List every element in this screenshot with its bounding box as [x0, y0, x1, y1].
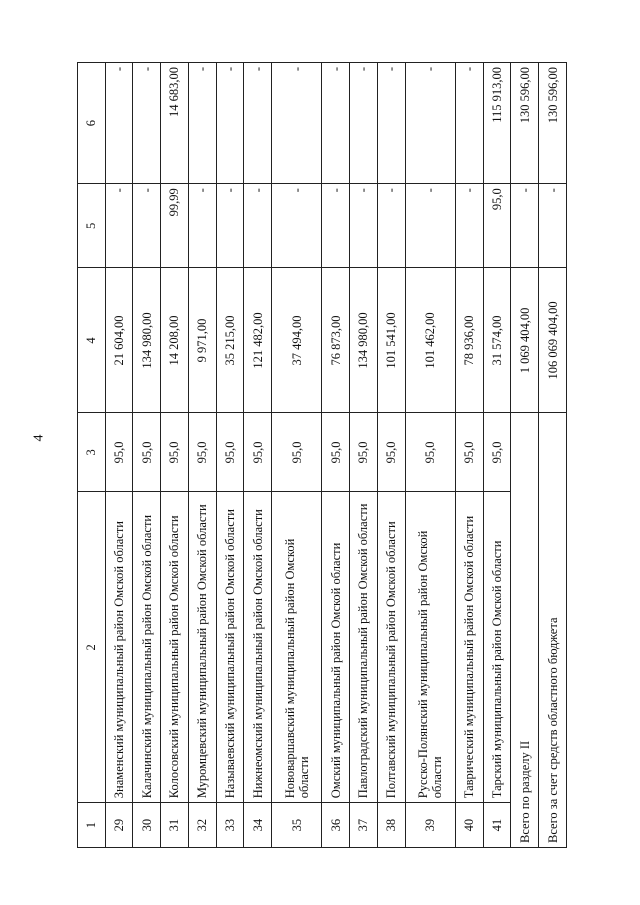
table-body — [78, 63, 567, 848]
total-label: Всего за счет средств областного бюджета — [539, 413, 567, 848]
table-row — [105, 63, 133, 848]
total-col4: 106 069 404,00 — [539, 268, 567, 413]
col6-value: - — [322, 63, 350, 184]
col6-value: - — [188, 63, 216, 184]
district-name: Колосовский муниципальный район Омской области — [161, 492, 189, 803]
header-cell: 5 — [78, 184, 106, 268]
header-cell: 2 — [78, 492, 106, 803]
total-col6: 130 596,00 — [539, 63, 567, 184]
row-number: 37 — [350, 803, 378, 848]
table-row — [216, 63, 244, 848]
row-number: 40 — [456, 803, 484, 848]
row-number: 34 — [244, 803, 272, 848]
district-name: Полтавский муниципальный район Омской области — [377, 492, 405, 803]
district-name: Нижнеомский муниципальный район Омской области — [244, 492, 272, 803]
col3-value: 95,0 — [483, 413, 511, 492]
row-number: 35 — [271, 803, 322, 848]
col4-value: 76 873,00 — [322, 268, 350, 413]
col3-value: 95,0 — [244, 413, 272, 492]
col3-value: 95,0 — [133, 413, 161, 492]
col5-value: - — [350, 184, 378, 268]
col4-value: 35 215,00 — [216, 268, 244, 413]
col4-value: 14 208,00 — [161, 268, 189, 413]
district-name: Русско-Полянский муниципальный район Омской области — [405, 492, 456, 803]
col6-value: 115 913,00 — [483, 63, 511, 184]
col4-value: 31 574,00 — [483, 268, 511, 413]
table-row — [322, 63, 350, 848]
total-col6: 130 596,00 — [511, 63, 539, 184]
district-name: Тарский муниципальный район Омской области — [483, 492, 511, 803]
col6-value: - — [456, 63, 484, 184]
col6-value: - — [244, 63, 272, 184]
col3-value: 95,0 — [271, 413, 322, 492]
table-row — [133, 63, 161, 848]
district-name: Знаменский муниципальный район Омской области — [105, 492, 133, 803]
col6-value: - — [105, 63, 133, 184]
col4-value: 37 494,00 — [271, 268, 322, 413]
district-name: Муромцевский муниципальный район Омской области — [188, 492, 216, 803]
total-label: Всего по разделу II — [511, 413, 539, 848]
row-number: 31 — [161, 803, 189, 848]
col3-value: 95,0 — [188, 413, 216, 492]
col4-value: 101 541,00 — [377, 268, 405, 413]
table-row — [161, 63, 189, 848]
header-cell: 6 — [78, 63, 106, 184]
table-row — [188, 63, 216, 848]
col6-value: 14 683,00 — [161, 63, 189, 184]
col4-value: 9 971,00 — [188, 268, 216, 413]
col5-value: - — [377, 184, 405, 268]
col4-value: 134 980,00 — [350, 268, 378, 413]
col5-value: - — [188, 184, 216, 268]
col6-value: - — [350, 63, 378, 184]
col4-value: 101 462,00 — [405, 268, 456, 413]
rotated-table-container — [77, 62, 567, 848]
col3-value: 95,0 — [216, 413, 244, 492]
district-name: Павлоградский муниципальный район Омской области — [350, 492, 378, 803]
budget-table — [77, 62, 567, 848]
table-row — [271, 63, 322, 848]
row-number: 32 — [188, 803, 216, 848]
total-col5: - — [511, 184, 539, 268]
row-number: 33 — [216, 803, 244, 848]
col5-value: - — [405, 184, 456, 268]
col5-value: 99,99 — [161, 184, 189, 268]
col4-value: 78 936,00 — [456, 268, 484, 413]
row-number: 30 — [133, 803, 161, 848]
col3-value: 95,0 — [350, 413, 378, 492]
col3-value: 95,0 — [405, 413, 456, 492]
total-col5: - — [539, 184, 567, 268]
col6-value: - — [377, 63, 405, 184]
table-row — [377, 63, 405, 848]
col5-value: - — [271, 184, 322, 268]
col6-value: - — [216, 63, 244, 184]
col3-value: 95,0 — [377, 413, 405, 492]
row-number: 29 — [105, 803, 133, 848]
page-number: 4 — [31, 434, 47, 442]
col5-value: - — [133, 184, 161, 268]
col5-value: - — [216, 184, 244, 268]
col5-value: - — [322, 184, 350, 268]
district-name: Нововаршавский муниципальный район Омской области — [271, 492, 322, 803]
col5-value: - — [105, 184, 133, 268]
row-number: 36 — [322, 803, 350, 848]
col6-value: - — [271, 63, 322, 184]
total-row — [511, 63, 539, 848]
header-cell: 4 — [78, 268, 106, 413]
col5-value: - — [456, 184, 484, 268]
table-row — [456, 63, 484, 848]
row-number: 41 — [483, 803, 511, 848]
col3-value: 95,0 — [456, 413, 484, 492]
col4-value: 134 980,00 — [133, 268, 161, 413]
row-number: 39 — [405, 803, 456, 848]
district-name: Таврический муниципальный район Омской области — [456, 492, 484, 803]
district-name: Называевский муниципальный район Омской области — [216, 492, 244, 803]
table-header-row — [78, 63, 106, 848]
table-row — [350, 63, 378, 848]
col3-value: 95,0 — [105, 413, 133, 492]
header-cell: 3 — [78, 413, 106, 492]
total-row — [539, 63, 567, 848]
district-name: Калачинский муниципальный район Омской области — [133, 492, 161, 803]
col4-value: 21 604,00 — [105, 268, 133, 413]
col5-value: 95,0 — [483, 184, 511, 268]
col3-value: 95,0 — [161, 413, 189, 492]
col5-value: - — [244, 184, 272, 268]
total-col4: 1 069 404,00 — [511, 268, 539, 413]
district-name: Омский муниципальный район Омской области — [322, 492, 350, 803]
col6-value: - — [133, 63, 161, 184]
table-row — [483, 63, 511, 848]
table-row — [244, 63, 272, 848]
col3-value: 95,0 — [322, 413, 350, 492]
col4-value: 121 482,00 — [244, 268, 272, 413]
col6-value: - — [405, 63, 456, 184]
header-cell: 1 — [78, 803, 106, 848]
row-number: 38 — [377, 803, 405, 848]
table-row — [405, 63, 456, 848]
